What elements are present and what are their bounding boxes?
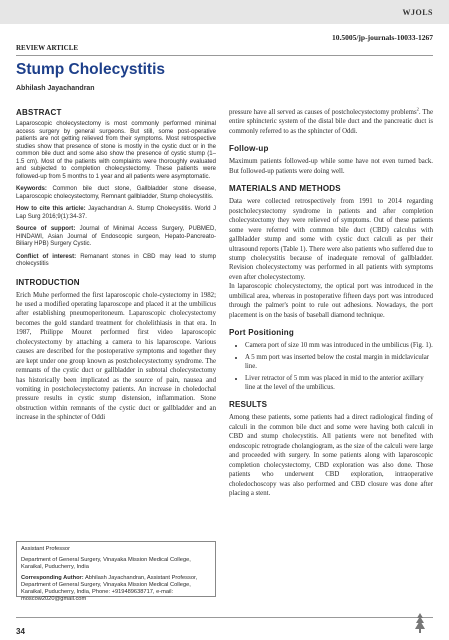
conflict-of-interest — [16, 254, 216, 269]
divider — [16, 55, 433, 56]
conflict-text: Remanant stones in CBD may lead to stump cholecystitis — [16, 253, 216, 267]
affiliation-role: Assistant Professor — [21, 546, 70, 552]
results-heading: RESULTS — [229, 400, 268, 410]
doi[interactable]: 10.5005/jp-journals-10033-1267 — [331, 33, 433, 42]
left-column — [16, 108, 216, 428]
citation-label: How to cite this article: — [16, 206, 86, 212]
corresponding-label: Corresponding Author: — [21, 575, 84, 581]
publisher-logo-icon — [412, 612, 428, 634]
journal-name: WJOLS — [402, 8, 433, 17]
keywords-text: Common bile duct stone, Gallbladder stone disease, Laparoscopic cholecystectomy, Remnant gallbladder, Stump cholecystitis. — [16, 186, 216, 200]
page-number: 34 — [16, 627, 25, 636]
list-item: • A 5 mm port was inserted below the costal margin in midclavicular line. — [245, 353, 433, 372]
methods-paragraph-2: In laparoscopic cholecystectomy, the optical port was introduced in the umbilical area, whereas in postoperative fifteen days port was introduced through the palmer's point to rule out adhesions. Nowadays, the port placement is on the basis of baseball diamond technique. — [229, 283, 433, 319]
corresponding-text: Abhilash Jayachandran, Assistant Professor, Department of General Surgery, Vinayaka Mission Medical College, Karaikal, Puducherry, India, Phone: +919489638717, e-mail: moscow2020@gmail.com — [21, 575, 198, 602]
paragraph-text-continued: . The entire sphincteric system of the distal bile duct and the pancreatic duct is commonly referred to as the sphincter of Oddi. — [229, 109, 433, 135]
corresponding-author — [21, 575, 211, 603]
followup-text: Maximum patients followed-up while some have not even turned back. But followed-up patients were doing well. — [229, 158, 433, 175]
footer-divider — [16, 617, 433, 618]
followup-heading: Follow-up — [229, 144, 269, 154]
methods-paragraph-1: Data were collected retrospectively from 1991 to 2014 regarding postcholecystectomy syndrome in patients and after completion cholecystectomy they were relieved of symptoms. Out of these patients some were referred with common bile duct (CBD) calculus with gallbladder stump and some with cystic duct calculi as per their ultrasound reports (Table 1). There were also patients who suffered due to stump cholecystitis because of inadequate removal of gallbladder. Revision cholecystectomy was performed in all patients with symptoms even after cholecystectomy. — [229, 198, 433, 281]
introduction-text: Erich Muhe performed the first laparoscopic chole-cystectomy in 1982; he used a modified operating laparoscope and placed it at the umbilicus after establishing pneumoperitoneum. Laparoscopic cholecystectomy becomes the gold standard treatment for cholelithiasis in that era. In 1987, Philippe Mouret performed first video laparoscopic cholecystectomy by attaching a camera to his laparoscope. Various causes are described for the postoperative symptoms and together they are kept under one group known as postcholecystectomy syndrome. The remnants of the cystic duct or gallbladder in subtotal cholecystectomy has historically been implicated as the source of pain, nausea and vomiting in postcholecystectomy patients. An increase in choledochal pressure results in cystic stump distension, inflammation. Stone obstruction within remnants of the cystic duct or gallbladder and an increase in the sphincter of Oddi — [16, 291, 216, 422]
affiliation-box — [16, 541, 216, 602]
list-item: • Liver retractor of 5 mm was placed in mid to the anterior axillary line at the level of the umbilicus. — [245, 374, 433, 393]
support-label: Source of support: — [16, 226, 76, 232]
port-list — [229, 341, 433, 392]
paragraph-text: pressure have all served as causes of postcholecystectomy problems — [229, 109, 417, 116]
results-paragraph: Among these patients, some patients had a direct radiological finding of calculi in the common bile duct and some were having both calculi in CBD and stump cholecystitis. All patients were not benefited with endoscopic retrograde cholangiogram, as the size of the calculi were large and proceeded with surgery. In some patients along with laparoscopic completion cholecystectomy, CBD exploration was also done. Those patients who underwent CBD exploration, intraoperative choledochoscopy was also performed and CBD closure was done after placing a stent. — [229, 414, 433, 498]
citation — [16, 206, 216, 221]
port-positioning-heading: Port Positioning — [229, 328, 294, 338]
citation-text: Jayachandran A. Stump Cholecystitis. World J Lap Surg 2016;9(1):34-37. — [16, 206, 216, 220]
introduction-heading: INTRODUCTION — [16, 277, 80, 287]
article-title: Stump Cholecystitis — [16, 61, 165, 78]
article-type: REVIEW ARTICLE — [16, 44, 79, 52]
keywords — [16, 186, 216, 201]
list-item: • Camera port of size 10 mm was introduced in the umbilicus (Fig. 1). — [245, 341, 433, 350]
right-column — [229, 108, 433, 504]
conflict-label: Conflict of interest: — [16, 253, 77, 260]
affiliation-department: Department of General Surgery, Vinayaka Mission Medical College, Karaikal, Puducherry, India — [21, 557, 191, 570]
author-name: Abhilash Jayachandran — [16, 85, 95, 92]
journal-header-bar — [0, 0, 449, 24]
reference-superscript[interactable]: 2 — [416, 106, 419, 112]
source-of-support — [16, 226, 216, 249]
support-text: Journal of Minimal Access Surgery, PUBMED, HINDAWI, Asian Journal of Endoscopic surgeon, Hepato-Pancreato- Biliary HPB) Surgery Cystic. — [16, 226, 216, 247]
abstract-heading: ABSTRACT — [16, 108, 62, 117]
methods-heading: MATERIALS AND METHODS — [229, 184, 341, 194]
keywords-label: Keywords: — [16, 186, 47, 192]
abstract-text: Laparoscopic cholecystectomy is most commonly performed minimal access surgery by general surgeons. But still, some post-operative patients are not getting relieved from their symptoms. Most retrospective studies show that presence of stone is mostly in the cystic duct or in the common bile duct and some also show the presence of cystic stump (1–1.5 cm). Most of the patients with complaints were thoroughly evaluated and subjected to completion cholecystectomy. These patients were followed-up from 5 months to 1 year and all patients were asymptomatic. — [16, 121, 216, 180]
paragraph — [229, 108, 433, 136]
